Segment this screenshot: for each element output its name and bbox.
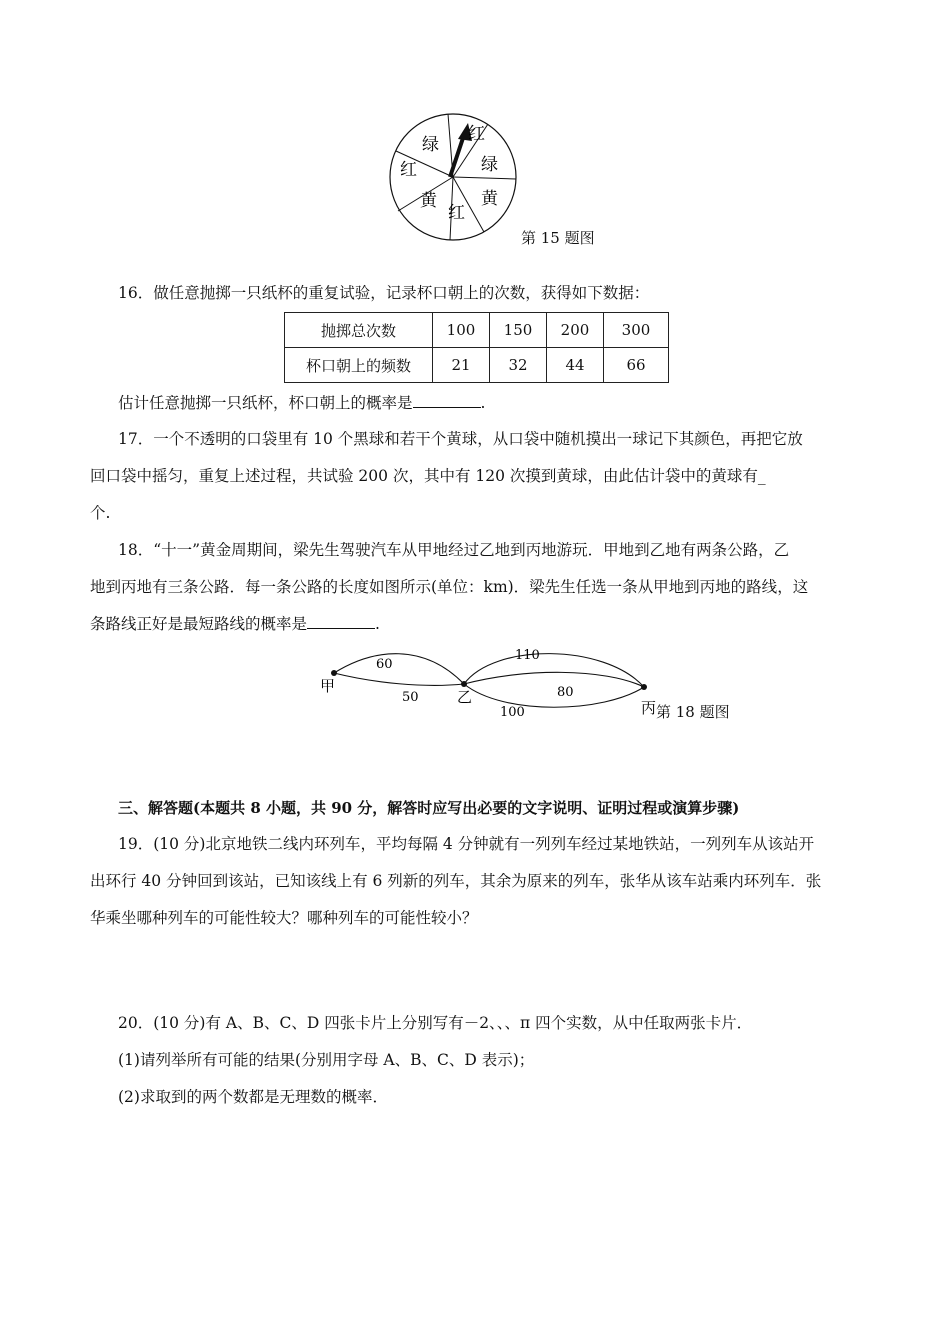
answer-suffix: . xyxy=(375,615,380,633)
answer-blank[interactable] xyxy=(413,393,481,408)
sector-label: 红 xyxy=(448,203,465,223)
figure-caption: 第 15 题图 xyxy=(521,229,595,247)
question-20-line-1: 20．(10 分)有 A、B、C、D 四张卡片上分别写有－2、、、π 四个实数，从中任取两张卡片． xyxy=(118,1014,753,1032)
road-length-label: 80 xyxy=(557,685,574,700)
table-cell: 66 xyxy=(604,348,669,383)
sector-label: 绿 xyxy=(422,135,439,155)
road-100 xyxy=(464,684,644,707)
question-19-line-3: 华乘坐哪种列车的可能性较大？哪种列车的可能性较小？ xyxy=(90,909,478,927)
table-row xyxy=(285,348,669,383)
road-110 xyxy=(464,654,644,687)
sector-label: 黄 xyxy=(481,189,498,209)
road-length-label: 100 xyxy=(500,705,525,720)
figure-caption: 第 18 题图 xyxy=(656,703,730,721)
sector-label: 红 xyxy=(400,160,417,180)
table-cell: 21 xyxy=(433,348,490,383)
question-17-line-2: 回口袋中摇匀，重复上述过程，共试验 200 次，其中有 120 次摸到黄球，由此估计袋中的黄球有_ xyxy=(90,467,766,485)
road-length-label: 110 xyxy=(515,648,540,663)
answer-blank[interactable] xyxy=(307,614,375,629)
question-18-line-3 xyxy=(90,614,380,634)
spinner-figure xyxy=(388,113,522,243)
answer-prefix: 条路线正好是最短路线的概率是 xyxy=(90,615,308,633)
table-cell: 抛掷总次数 xyxy=(285,313,433,348)
answer-prefix: 估计任意抛掷一只纸杯，杯口朝上的概率是 xyxy=(118,394,413,412)
road-50 xyxy=(334,673,464,685)
sector-label: 黄 xyxy=(420,191,437,211)
table-cell: 44 xyxy=(547,348,604,383)
table-cell: 100 xyxy=(433,313,490,348)
road-length-label: 60 xyxy=(376,657,393,672)
table-cell: 300 xyxy=(604,313,669,348)
sector-label: 绿 xyxy=(481,155,498,175)
road-80 xyxy=(464,672,644,687)
frequency-table xyxy=(284,312,669,383)
section-heading: 三、解答题(本题共 8 小题，共 90 分，解答时应写出必要的文字说明、证明过程或演算步骤) xyxy=(118,799,740,817)
road-60 xyxy=(334,654,464,684)
sector-label: 红 xyxy=(468,124,485,144)
question-16-answer-line xyxy=(118,393,485,413)
table-row xyxy=(285,313,669,348)
question-18-line-2: 地到丙地有三条公路．每一条公路的长度如图所示(单位：km)．梁先生任选一条从甲地到丙地的路线，这 xyxy=(90,578,809,596)
question-19-line-2: 出环行 40 分钟回到该站，已知该线上有 6 列新的列车，其余为原来的列车，张华从该车站乘内环列车．张 xyxy=(90,872,822,890)
question-20-part-1: (1)请列举所有可能的结果(分别用字母 A、B、C、D 表示)； xyxy=(118,1051,535,1069)
table-cell: 200 xyxy=(547,313,604,348)
road-network-figure xyxy=(314,638,657,724)
place-label: 乙 xyxy=(457,688,473,706)
table-cell: 杯口朝上的频数 xyxy=(285,348,433,383)
question-20-part-2: (2)求取到的两个数都是无理数的概率． xyxy=(118,1088,388,1106)
table-cell: 32 xyxy=(490,348,547,383)
road-length-label: 50 xyxy=(402,690,419,705)
answer-suffix: . xyxy=(480,394,486,412)
question-16-prompt: 16．做任意抛掷一只纸杯的重复试验，记录杯口朝上的次数，获得如下数据： xyxy=(118,284,650,302)
question-18-line-1: 18．“十一”黄金周期间，梁先生驾驶汽车从甲地经过乙地到丙地游玩．甲地到乙地有两条公路，乙 xyxy=(118,541,790,559)
place-label: 甲 xyxy=(320,677,336,695)
place-label: 丙 xyxy=(641,699,657,717)
table-cell: 150 xyxy=(490,313,547,348)
question-17-line-3: 个. xyxy=(90,504,111,522)
question-19-line-1: 19．(10 分)北京地铁二线内环列车，平均每隔 4 分钟就有一列列车经过某地铁站，一列列车从该站开 xyxy=(118,835,815,853)
question-17-line-1: 17．一个不透明的口袋里有 10 个黑球和若干个黄球，从口袋中随机摸出一球记下其颜色，再把它放 xyxy=(118,430,803,448)
